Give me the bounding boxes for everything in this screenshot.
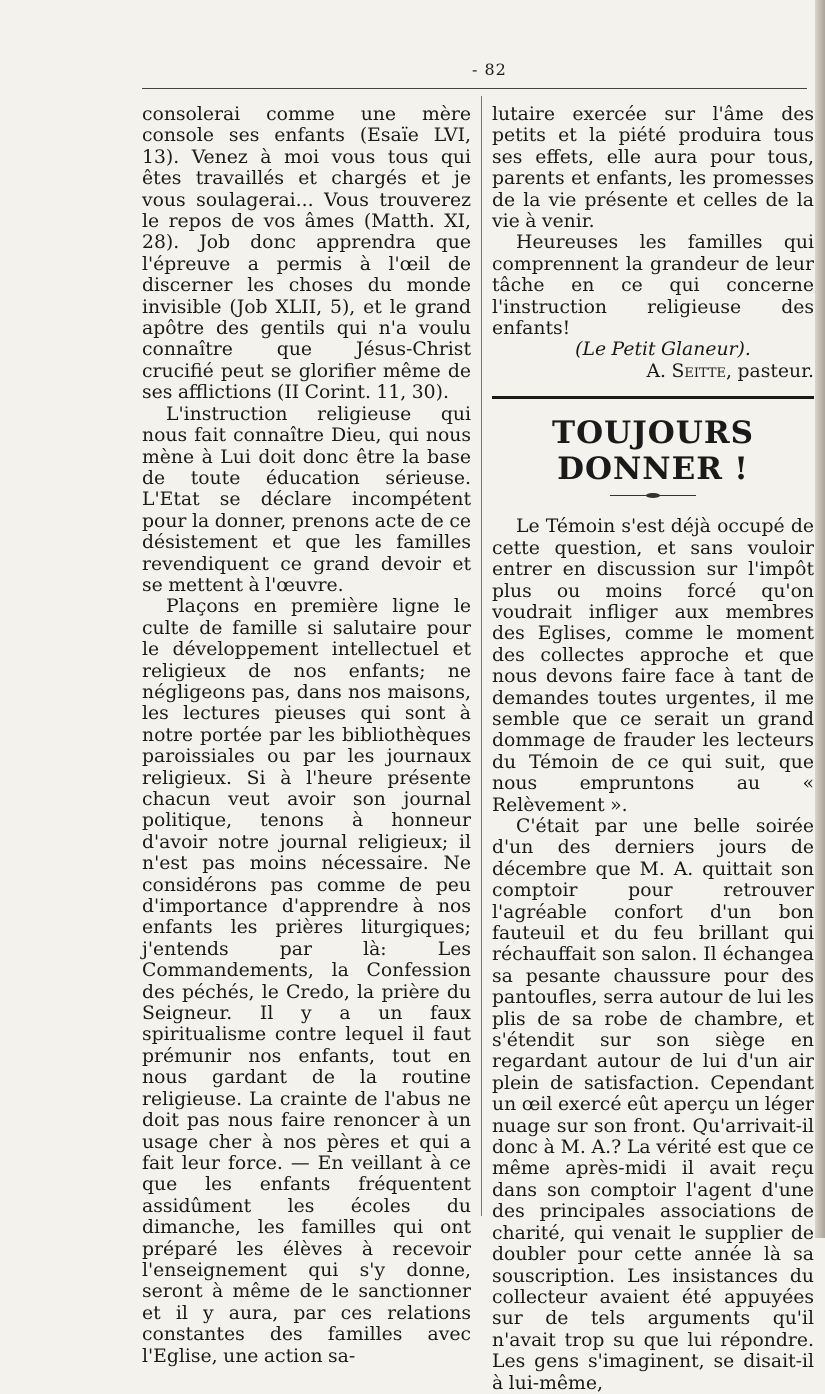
- ornament-divider: [492, 493, 814, 498]
- paragraph: consolerai comme une mère console ses enfants (Esaïe LVI, 13). Venez à moi vous tous qui êtes travaillés et chargés et je vous soulagerai... Vous trouverez le repos de vos âmes (Matth. XI, 28). Job donc apprendra que l'épreuve a permis à l'œil de discerner les choses du monde invisible (Job XLII, 5), et le grand apôtre des gentils qui n'a voulu connaître que Jésus-Christ crucifié peut se glorifier même de ses afflictions (II Corint. 11, 30).: [142, 104, 471, 404]
- paragraph: L'instruction religieuse qui nous fait connaître Dieu, qui nous mène à Lui doit donc être la base de toute éducation sérieuse. L'Etat se déclare incompétent pour la donner, prenons acte de ce désistement et que les familles revendiquent ce grand devoir et se mettent à l'œuvre.: [142, 403, 471, 596]
- signature-name: A. Seitte: [646, 360, 727, 382]
- paragraph: Le Témoin s'est déjà occupé de cette question, et sans vouloir entrer en discussion sur l'impôt plus ou moins forcé qu'on voudrait infliger aux membres des Eglises, comme le moment des collectes approche et que nous devons faire face à tant de demandes toutes urgentes, il me semble que ce serait un grand dommage de frauder les lecteurs du Témoin de ce qui suit, que nous empruntons au « Relèvement ».: [492, 516, 814, 816]
- paragraph: Plaçons en première ligne le culte de famille si salutaire pour le développement intellectuel et religieux de nos enfants; ne négligeons pas, dans nos maisons, les lectures pieuses qui sont à notre portée par les bibliothèques paroissiales ou par les journaux religieux. Si à l'heure présente chacun veut avoir son journal politique, tenons à honneur d'avoir notre journal religieux; il n'est pas moins nécessaire. Ne considérons pas comme de peu d'importance d'apprendre à nos enfants les prières liturgiques; j'entends par là: Les Commandements, la Confession des péchés, le Credo, la prière du Seigneur. Il y a un faux spiritualisme contre lequel il faut prémunir nos enfants, tout en nous gardant de la routine religieuse. La crainte de l'abus ne doit pas nous faire renoncer à un usage cher à nos pères et qui a fait leur force. — En veillant à ce que les enfants fréquentent assidûment les écoles du dimanche, les familles qui ont préparé les élèves à recevoir l'enseignement qui s'y donne, seront à même de le sanctionner et il y aura, par ces relations constantes des familles avec l'Eglise, une action sa-: [142, 596, 471, 1367]
- source-citation: (Le Petit Glaneur).: [575, 339, 751, 361]
- page-number: - 82: [472, 60, 507, 79]
- left-column: [142, 104, 471, 1367]
- right-column: [492, 104, 814, 1394]
- section-rule: [492, 396, 814, 399]
- ornament-line: [610, 495, 646, 496]
- page-edge: [815, 0, 825, 1238]
- paragraph: Heureuses les familles qui comprennent la grandeur de leur tâche en ce qui concerne l'instruction religieuse des enfants!: [492, 232, 814, 340]
- column-divider: [481, 96, 482, 1216]
- signature-role: , pasteur.: [726, 360, 814, 382]
- paragraph: lutaire exercée sur l'âme des petits et la piété produira tous ses effets, elle aura pour tous, parents et enfants, les promesses de la vie présente et celles de la vie à venir.: [492, 104, 814, 233]
- ornament-dot: [646, 493, 660, 498]
- article-headline: TOUJOURS DONNER !: [552, 415, 754, 488]
- header-rule: [142, 88, 807, 89]
- paragraph: C'était par une belle soirée d'un des derniers jours de décembre que M. A. quittait son comptoir pour retrouver l'agréable confort d'un bon fauteuil et du feu brillant qui réchauffait son salon. Il échangea sa pesante chaussure pour des pantoufles, serra autour de lui les plis de sa robe de chambre, et s'étendit sur son siège en regardant autour de lui d'un air plein de satisfaction. Cependant un œil exercé eût aperçu un léger nuage sur son front. Qu'arrivait-il donc à M. A.? La vérité est que ce même après-midi il avait reçu dans son comptoir l'agent d'une des principales associations de charité, qui venait le supplier de doubler pour cette année là sa souscription. Les insistances du collecteur avaient été appuyées sur de tels arguments qu'il n'avait trop su que lui répondre. Les gens s'imaginent, se disait-il à lui-même,: [492, 815, 814, 1394]
- ornament-line: [660, 495, 696, 496]
- signature: [492, 361, 814, 382]
